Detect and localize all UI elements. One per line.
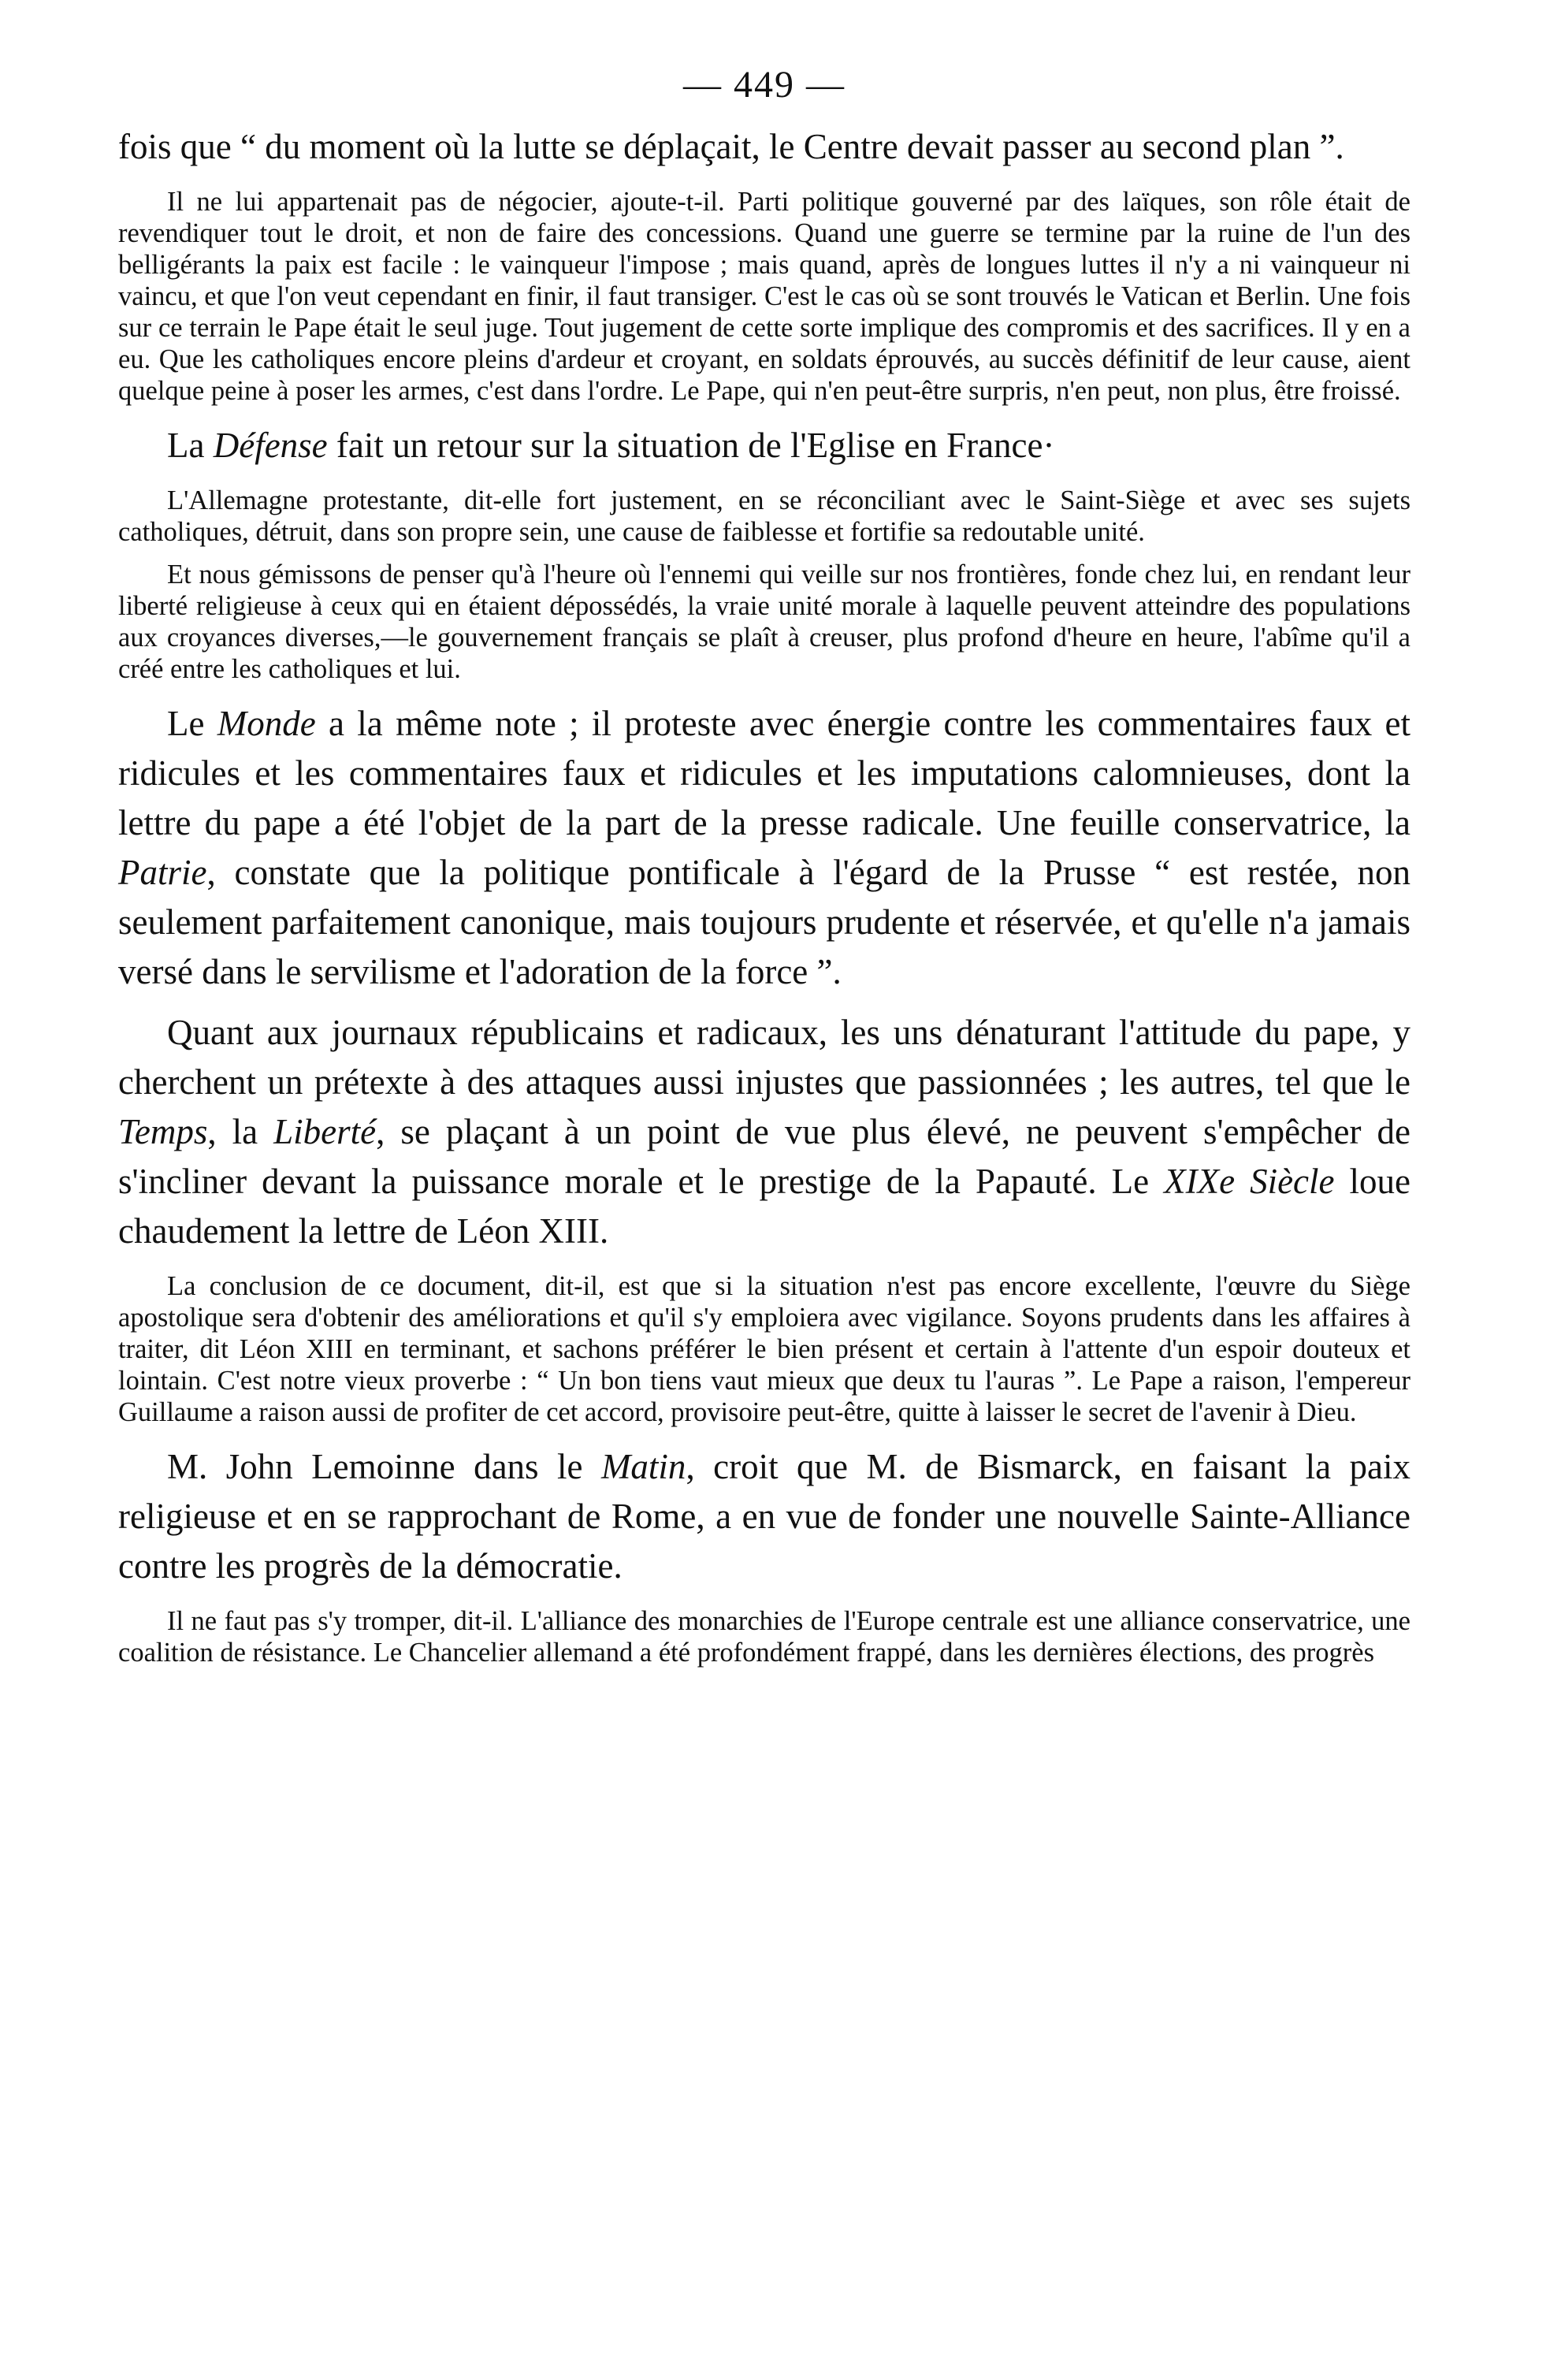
- commentary-paragraph: [118, 699, 1410, 997]
- text-run: M. John Lemoinne dans le: [167, 1447, 601, 1486]
- quoted-paragraph: [118, 186, 1410, 407]
- text-run: La conclusion de ce document, dit-il, est que si la situation n'est pas encore excellente, l'œuvre du Siège apostolique sera d'obtenir des améliorations et qu'il s'y emploiera avec vigilance. Soyons prudents dans les affaires à traiter, dit Léon XIII en terminant, et sachons préférer le bien présent et certain à l'attente d'un espoir douteux et lointain. C'est notre vieux proverbe : “ Un bon tiens vaut mieux que deux tu l'auras ”. Le Pape a raison, l'empereur Guillaume a raison aussi de profiter de cet accord, provisoire peut-être, quitte à laisser le secret de l'avenir à Dieu.: [118, 1271, 1410, 1427]
- text-run: La: [167, 426, 214, 465]
- text-run: fait un retour sur la situation de l'Eglise en France·: [327, 426, 1055, 465]
- commentary-paragraph: [118, 1008, 1410, 1256]
- page-text-body: [118, 122, 1410, 1668]
- italic-title: Temps: [118, 1112, 208, 1151]
- italic-title: Patrie: [118, 853, 207, 892]
- book-page: [118, 63, 1410, 1668]
- text-run: Quant aux journaux républicains et radicaux, les uns dénaturant l'attitude du pape, y cherchent un prétexte à des attaques aussi injustes que passionnées ; les autres, tel que le: [118, 1013, 1410, 1102]
- text-run: , croit que M. de Bismarck, en faisant la paix religieuse et en se rapprochant de Rome, a en vue de fonder une nouvelle Sainte-Alliance contre les progrès de la démocratie.: [118, 1447, 1410, 1586]
- italic-title: Matin: [600, 1447, 686, 1486]
- italic-title: XIXe Siècle: [1164, 1162, 1335, 1201]
- quoted-paragraph: [118, 1270, 1410, 1428]
- text-run: loue chaudement la lettre de Léon XIII.: [118, 1162, 1411, 1251]
- text-run: Il ne faut pas s'y tromper, dit-il. L'alliance des monarchies de l'Europe centrale est une alliance conservatrice, une coalition de résistance. Le Chancelier allemand a été profondément frappé, dans les dernières élections, des progrès: [118, 1606, 1410, 1668]
- commentary-paragraph: [118, 122, 1410, 172]
- italic-title: Liberté: [273, 1112, 377, 1151]
- text-run: , se plaçant à un point de vue plus élevé, ne peuvent s'empêcher de s'incliner devant la puissance morale et le prestige de la Papauté. Le: [118, 1112, 1410, 1201]
- italic-title: Monde: [217, 704, 316, 743]
- text-run: Et nous gémissons de penser qu'à l'heure où l'ennemi qui veille sur nos frontières, fonde chez lui, en rendant leur liberté religieuse à ceux qui en étaient dépossédés, la vraie unité morale à laquelle peuvent atteindre des populations aux croyances diverses,—le gouvernement français se plaît à creuser, plus profond d'heure en heure, l'abîme qu'il a créé entre les catholiques et lui.: [118, 560, 1410, 684]
- text-run: Il ne lui appartenait pas de négocier, ajoute-t-il. Parti politique gouverné par des laïques, son rôle était de revendiquer tout le droit, et non de faire des concessions. Quand une guerre se termine par la ruine de l'un des belligérants la paix est facile : le vainqueur l'impose ; mais quand, après de longues luttes il n'y a ni vainqueur ni vaincu, et que l'on veut cependant en finir, il faut transiger. C'est le cas où se sont trouvés le Vatican et Berlin. Une fois sur ce terrain le Pape était le seul juge. Tout jugement de cette sorte implique des compromis et des sacrifices. Il y en a eu. Que les catholiques encore pleins d'ardeur et croyant, en soldats éprouvés, au succès définitif de leur cause, aient quelque peine à poser les armes, c'est dans l'ordre. Le Pape, qui n'en peut-être surpris, n'en peut, non plus, être froissé.: [118, 187, 1410, 406]
- quoted-paragraph: [118, 485, 1410, 548]
- text-run: a la même note ; il proteste avec énergie contre les commentaires faux et ridicules et les commentaires faux et ridicules et les imputations calomnieuses, dont la lettre du pape a été l'objet de la part de la presse radicale. Une feuille conservatrice, la: [118, 704, 1410, 842]
- text-run: Le: [167, 704, 217, 743]
- italic-title: Défense: [213, 426, 328, 465]
- commentary-paragraph: [118, 421, 1410, 470]
- text-run: L'Allemagne protestante, dit-elle fort justement, en se réconciliant avec le Saint-Siège et avec ses sujets catholiques, détruit, dans son propre sein, une cause de faiblesse et fortifie sa redoutable unité.: [118, 485, 1410, 547]
- quoted-paragraph: [118, 1605, 1410, 1668]
- text-run: fois que “ du moment où la lutte se déplaçait, le Centre devait passer au second plan ”.: [118, 127, 1344, 166]
- commentary-paragraph: [118, 1442, 1410, 1591]
- quoted-paragraph: [118, 559, 1410, 685]
- page-number: — 449 —: [683, 64, 846, 106]
- text-run: , la: [207, 1112, 274, 1151]
- text-run: , constate que la politique pontificale à l'égard de la Prusse “ est restée, non seulement parfaitement canonique, mais toujours prudente et réservée, et qu'elle n'a jamais versé dans le servilisme et l'adoration de la force ”.: [118, 853, 1410, 991]
